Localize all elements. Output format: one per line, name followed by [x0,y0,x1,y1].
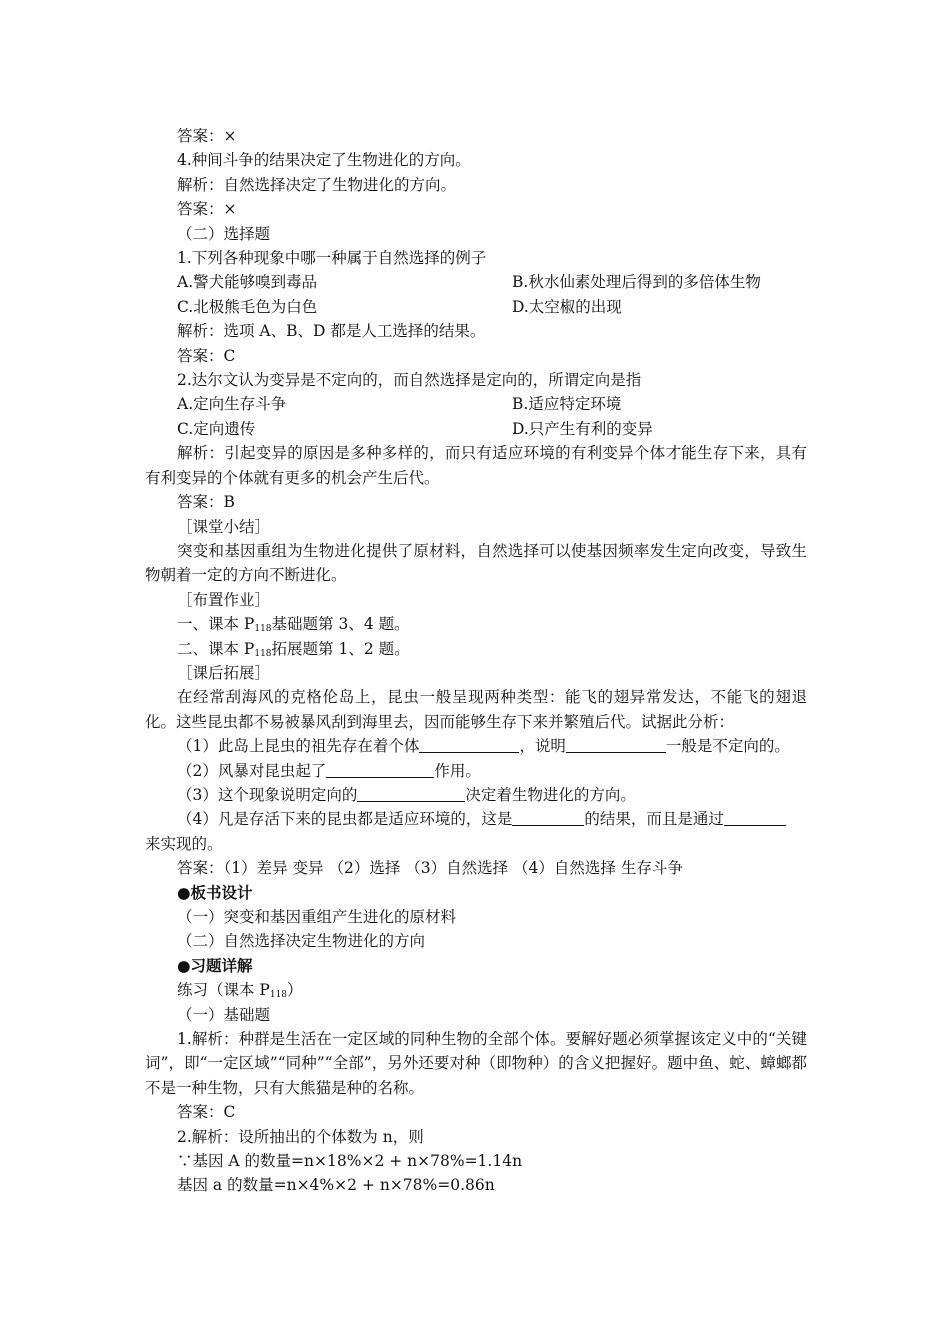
section-heading-exercises: ●习题详解 [177,955,253,975]
section-heading-homework: ［布置作业］ [177,590,271,609]
fill-blank [357,785,465,802]
answer-line: 答案：C [177,1103,236,1122]
question-2: 2.达尔文认为变异是不定向的，而自然选择是定向的，所谓定向是指 [177,371,642,390]
answer-line: 答案：× [177,127,237,145]
extension-question-1 [145,734,807,758]
question-text: （4）凡是存活下来的昆虫都是适应环境的，这是 [177,810,513,829]
answer-line: 答案：B [177,493,235,512]
judgment-item-4: 4.种间斗争的结果决定了生物进化的方向。 [177,151,471,170]
section-heading-board: ●板书设计 [177,882,253,902]
exercise-1-analysis: 1.解析：种群是生活在一定区域的同种生物的全部个体。要解好题必须掌握该定义中的“关键词”，即“一定区域”“同种”“全部”，另外还要对种（即物种）的含义把握好。题中鱼、蛇、蟑螂都不是一种生物，只有大熊猫是种的名称。 [145,1030,807,1097]
page-subscript: 118 [254,648,272,659]
options-row [145,270,807,294]
extension-paragraph: 在经常刮海风的克格伦岛上，昆虫一般呈现两种类型：能飞的翅异常发达，不能飞的翅退化。这些昆虫都不易被暴风刮到海里去，因而能够生存下来并繁殖后代。试据此分析： [145,688,807,731]
formula-line: 基因 a 的数量=n×4%×2 + n×78%=0.86n [177,1176,495,1195]
option-d: D.只产生有利的变异 [512,419,653,438]
option-a: A.警犬能够嗅到毒品 [177,273,318,292]
board-item-1: （一）突变和基因重组产生进化的原材料 [177,908,457,926]
question-text: 一般是不定向的。 [665,737,790,756]
question-text: （2）风暴对昆虫起了 [177,761,327,780]
analysis-line: 解析：自然选择决定了生物进化的方向。 [177,175,457,194]
options-row [145,392,807,416]
option-c: C.北极熊毛色为白色 [177,297,318,316]
exercise-2-analysis: 2.解析：设所抽出的个体数为 n，则 [177,1127,424,1146]
answer-line: 答案：（1）差异 变异 （2）选择 （3）自然选择 （4）自然选择 生存斗争 [177,859,683,878]
page-subscript: 118 [269,990,288,1001]
section-heading-summary: ［课堂小结］ [177,517,271,536]
homework-text: 基础题第 3、4 题。 [271,615,410,634]
extension-question-3 [145,783,807,807]
extension-question-2 [145,759,807,783]
exercise-text: 练习（课本 P [177,981,270,1000]
extension-question-4 [145,807,807,831]
fill-blank [566,736,666,753]
analysis-paragraph: 解析：引起变异的原因是多种多样的，而只有适应环境的有利变异个体才能生存下来，具有有利变异的个体就有更多的机会产生后代。 [145,444,807,487]
summary-paragraph: 突变和基因重组为生物进化提供了原材料，自然选择可以使基因频率发生定向改变，导致生物朝着一定的方向不断进化。 [145,541,807,585]
question-text: （1）此岛上昆虫的祖先存在着个体 [177,737,420,756]
document-body [145,124,807,1198]
homework-item-1 [145,612,807,636]
fill-blank [419,736,519,753]
question-1: 1.下列各种现象中哪一种属于自然选择的例子 [177,249,487,268]
options-row [145,417,807,441]
section-heading-extension: ［课后拓展］ [177,663,271,682]
option-b: B.适应特定环境 [512,395,622,414]
exercise-subheading: （一）基础题 [177,1005,271,1024]
homework-text: 拓展题第 1、2 题。 [271,639,410,658]
option-d: D.太空椒的出现 [512,297,622,316]
question-text: （3）这个现象说明定向的 [177,785,358,804]
fill-blank [512,809,584,826]
extension-question-4-cont: 来实现的。 [145,834,223,853]
option-a: A.定向生存斗争 [177,395,287,414]
option-b: B.秋水仙素处理后得到的多倍体生物 [512,273,761,292]
board-item-2: （二）自然选择决定生物进化的方向 [177,932,426,951]
formula-line: ∵基因 A 的数量=n×18%×2 + n×78%=1.14n [177,1152,523,1171]
question-text: ，说明 [519,737,566,756]
page-subscript: 118 [254,624,272,635]
answer-line: 答案：× [177,200,237,219]
exercise-text: ） [287,981,303,1000]
question-text: 决定着生物进化的方向。 [465,785,636,804]
fill-blank [326,761,434,778]
fill-blank [724,809,786,826]
exercise-title [145,978,807,1002]
option-c: C.定向遗传 [177,419,256,438]
homework-text: 二、课本 P [177,639,255,658]
analysis-line: 解析：选项 A、B、D 都是人工选择的结果。 [177,322,486,341]
question-text: 作用。 [434,761,481,780]
homework-item-2 [145,637,807,661]
answer-line: 答案：C [177,346,236,365]
homework-text: 一、课本 P [177,615,255,634]
section-heading-choice: （二）选择题 [177,224,271,243]
options-row [145,295,807,319]
question-text: 的结果，而且是通过 [584,810,724,829]
